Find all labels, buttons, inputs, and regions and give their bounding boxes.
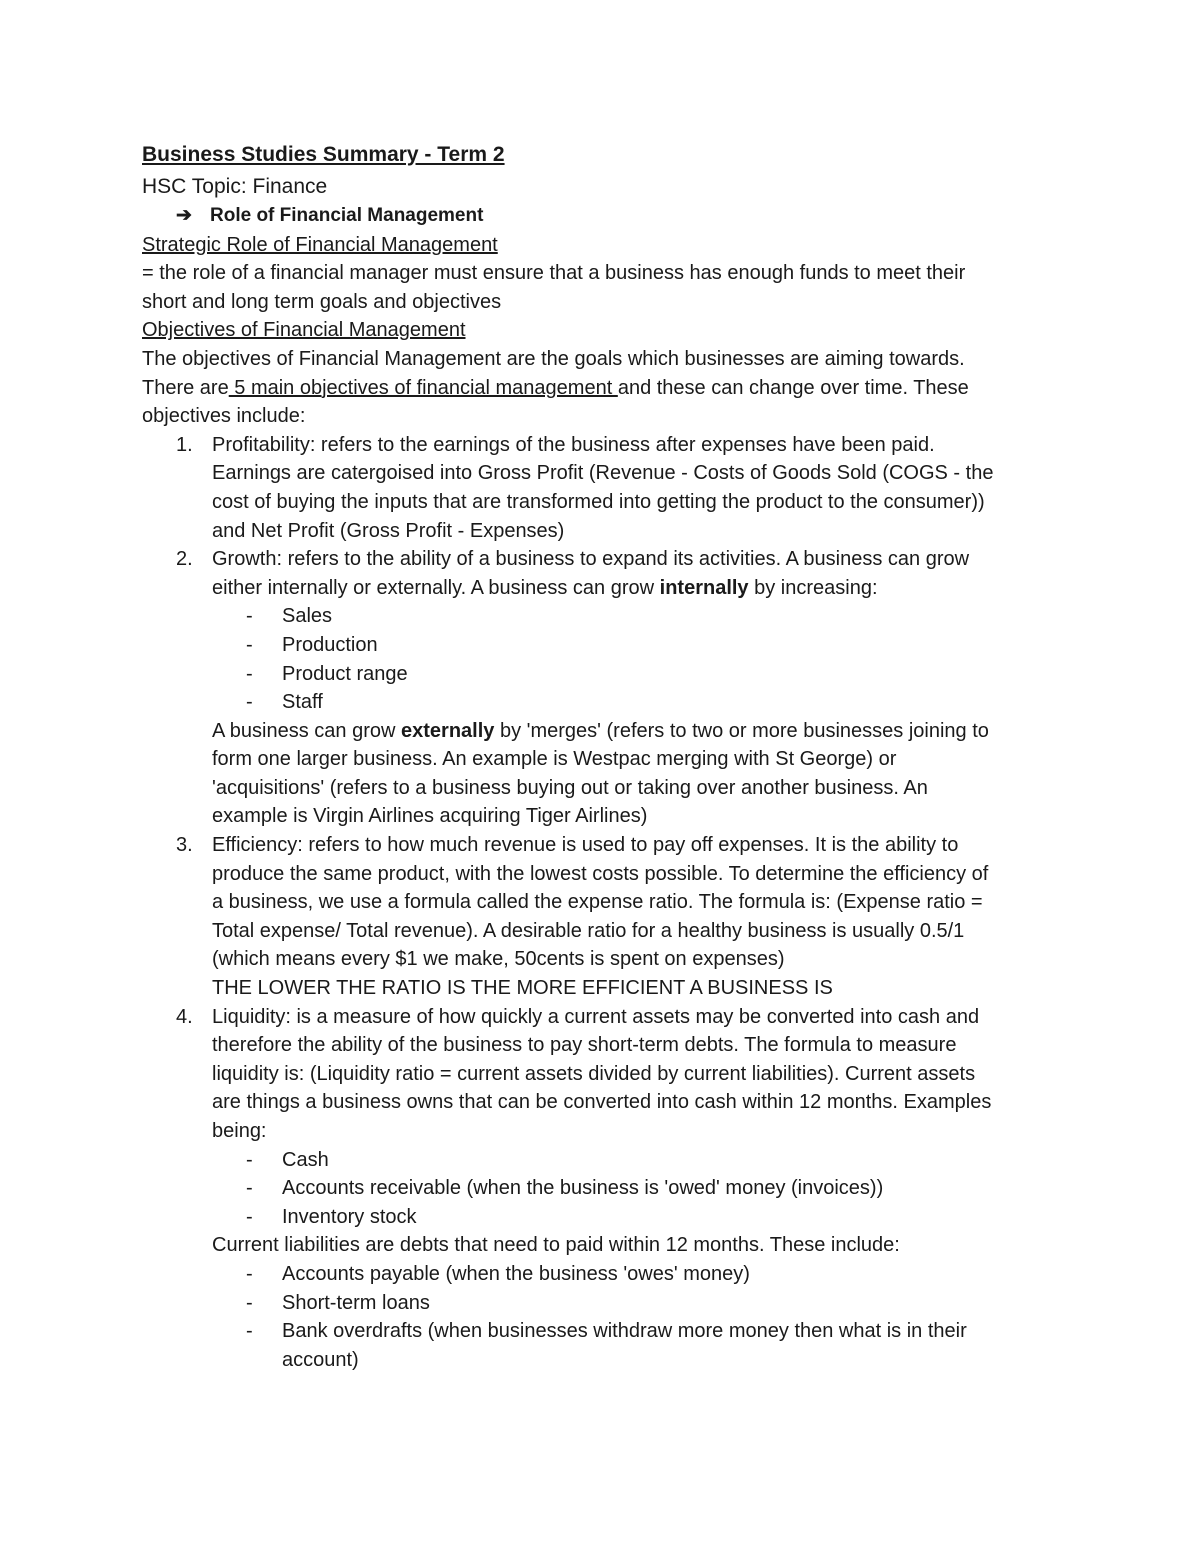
list-item-continuation: Earnings are catergoised into Gross Profit (Revenue - Costs of Goods Sold (COGS - the [212, 462, 994, 485]
dash-item [142, 1260, 1067, 1289]
list-item-continuation: Total expense/ Total revenue). A desirable ratio for a healthy business is usually 0.5/1 [212, 919, 965, 942]
list-item-continuation [142, 574, 1067, 603]
dash-bullet: - [246, 691, 253, 714]
arrow-heading: Role of Financial Management [210, 205, 484, 226]
list-item-continuation [142, 717, 1067, 746]
text-span: by increasing: [748, 576, 878, 599]
list-number: 3. [176, 834, 193, 857]
arrow-heading-row [142, 202, 1067, 231]
dash-text: account) [282, 1348, 359, 1371]
dash-item [142, 1174, 1067, 1203]
text-span: A business can grow [212, 719, 401, 742]
dash-item [142, 602, 1067, 631]
dash-item [142, 1146, 1067, 1175]
paragraph-line: = the role of a financial manager must ensure that a business has enough funds to meet their [142, 262, 966, 285]
list-item-continuation: (which means every $1 we make, 50cents is spent on expenses) [212, 948, 785, 971]
dash-bullet: - [246, 1320, 253, 1343]
bold-word-internally: internally [659, 576, 749, 599]
list-item-continuation: example is Virgin Airlines acquiring Tiger Airlines) [212, 805, 648, 828]
dash-bullet: - [246, 662, 253, 685]
list-text: Profitability: refers to the earnings of the business after expenses have been paid. [212, 433, 935, 456]
section-heading-strategic-role: Strategic Role of Financial Management [142, 233, 498, 256]
text-span: and these can change over time. These [617, 376, 969, 399]
document-title: Business Studies Summary - Term 2 [142, 143, 505, 166]
dash-text: Product range [282, 662, 408, 685]
text-span: either internally or externally. A business can grow [212, 576, 660, 599]
list-item-efficiency [142, 831, 1067, 860]
dash-item [142, 631, 1067, 660]
dash-text: Staff [282, 691, 323, 714]
list-item-continuation: are things a business owns that can be converted into cash within 12 months. Examples [212, 1091, 992, 1114]
dash-item [142, 660, 1067, 689]
list-number: 1. [176, 433, 193, 456]
dash-item [142, 1289, 1067, 1318]
paragraph-line: short and long term goals and objectives [142, 290, 502, 313]
arrow-right-icon: ➔ [176, 205, 192, 226]
dash-text: Cash [282, 1148, 329, 1171]
underlined-phrase: 5 main objectives of financial management [228, 376, 618, 399]
list-item-continuation: therefore the ability of the business to pay short-term debts. The formula to measure [212, 1034, 957, 1057]
dash-item-continuation [142, 1346, 1067, 1375]
text-span: by 'merges' (refers to two or more businesses joining to [494, 719, 989, 742]
topic-line: HSC Topic: Finance [142, 175, 328, 198]
list-text: Liquidity: is a measure of how quickly a current assets may be converted into cash and [212, 1005, 980, 1028]
list-item-growth [142, 545, 1067, 574]
list-text: Growth: refers to the ability of a business to expand its activities. A business can grow [212, 548, 970, 571]
dash-bullet: - [246, 1205, 253, 1228]
paragraph-line: The objectives of Financial Management are the goals which businesses are aiming towards. [142, 347, 965, 370]
list-number: 4. [176, 1005, 193, 1028]
dash-text: Accounts payable (when the business 'owes' money) [282, 1262, 750, 1285]
dash-item [142, 688, 1067, 717]
list-item-continuation: cost of buying the inputs that are transformed into getting the product to the consumer)) [212, 490, 985, 513]
paragraph-line [142, 374, 1067, 403]
list-item-continuation: produce the same product, with the lowest costs possible. To determine the efficiency of [212, 862, 989, 885]
list-text: Efficiency: refers to how much revenue is used to pay off expenses. It is the ability to [212, 834, 959, 857]
list-item-continuation: THE LOWER THE RATIO IS THE MORE EFFICIENT A BUSINESS IS [212, 977, 833, 1000]
dash-text: Sales [282, 605, 333, 628]
dash-bullet: - [246, 633, 253, 656]
list-item-continuation: a business, we use a formula called the expense ratio. The formula is: (Expense ratio = [212, 891, 983, 914]
list-item-continuation: and Net Profit (Gross Profit - Expenses) [212, 519, 565, 542]
dash-item [142, 1317, 1067, 1346]
dash-text: Inventory stock [282, 1205, 417, 1228]
dash-text: Production [282, 633, 378, 656]
document-page [142, 140, 1067, 1374]
list-item-profitability [142, 431, 1067, 460]
bold-word-externally: externally [401, 719, 495, 742]
paragraph-line: objectives include: [142, 405, 306, 428]
dash-item [142, 1203, 1067, 1232]
text-span: There are [142, 376, 229, 399]
list-item-continuation: form one larger business. An example is Westpac merging with St George) or [212, 748, 897, 771]
list-item-continuation: liquidity is: (Liquidity ratio = current assets divided by current liabilities). Current assets [212, 1062, 976, 1085]
dash-bullet: - [246, 1148, 253, 1171]
dash-bullet: - [246, 1262, 253, 1285]
dash-text: Accounts receivable (when the business is 'owed' money (invoices)) [282, 1177, 884, 1200]
list-number: 2. [176, 548, 193, 571]
dash-bullet: - [246, 1291, 253, 1314]
dash-bullet: - [246, 605, 253, 628]
list-item-continuation: being: [212, 1120, 267, 1142]
list-item-continuation: Current liabilities are debts that need to paid within 12 months. These include: [212, 1234, 900, 1257]
dash-text: Short-term loans [282, 1291, 430, 1314]
list-item-liquidity [142, 1003, 1067, 1032]
section-heading-objectives: Objectives of Financial Management [142, 319, 466, 342]
dash-text: Bank overdrafts (when businesses withdraw more money then what is in their [282, 1320, 967, 1343]
dash-bullet: - [246, 1177, 253, 1200]
list-item-continuation: 'acquisitions' (refers to a business buying out or taking over another business. An [212, 776, 928, 799]
